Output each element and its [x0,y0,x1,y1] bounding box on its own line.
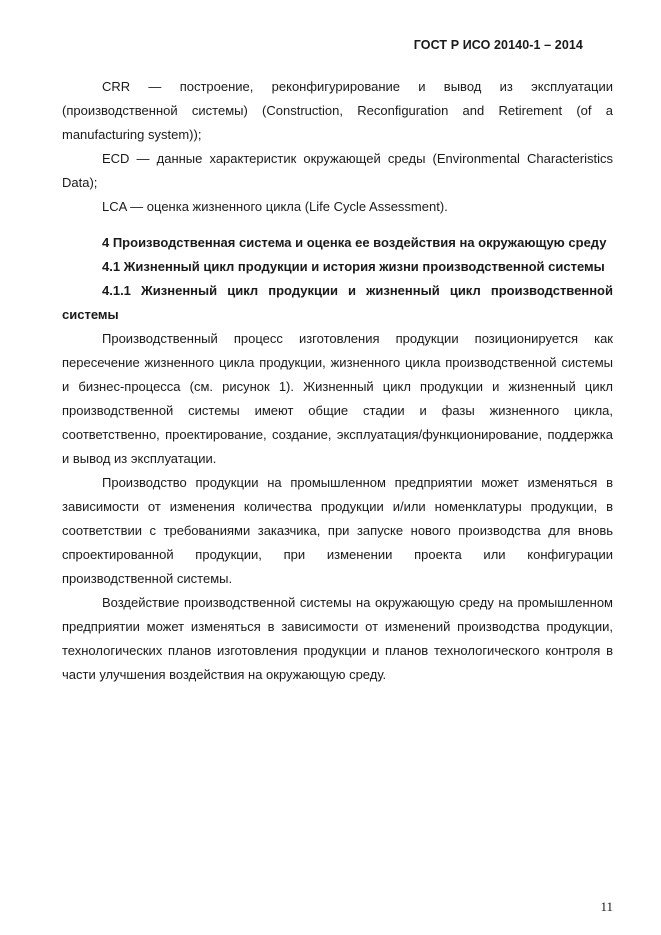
paragraph: Воздействие производственной системы на окружающую среду на промышленном предприятии может изменяться в зависимости от изменений производства продукции, технологических планов изготовления продукции и планов технологического контроля в части улучшения воздействия на окружающую среду. [62,595,613,682]
document-body [62,75,613,687]
abbreviation-crr: CRR — построение, реконфигурирование и вывод из эксплуатации (производственной системы) (Construction, Reconfiguration and Retirement (of a manufacturing system)); [62,79,613,142]
abbreviation-lca: LCA — оценка жизненного цикла (Life Cycle Assessment). [102,199,448,214]
paragraph: Производственный процесс изготовления продукции позиционируется как пересечение жизненного цикла продукции, жизненного цикла производственной системы и бизнес-процесса (см. рисунок 1). Жизненный цикл продукции и жизненный цикл производственной системы имеют общие стадии и фазы жизненного цикла, соответственно, проектирование, создание, эксплуатация/функционирование, поддержка и вывод из эксплуатации. [62,331,613,466]
document-header: ГОСТ Р ИСО 20140-1 – 2014 [413,38,583,52]
abbreviation-ecd: ECD — данные характеристик окружающей среды (Environmental Characteristics Data); [62,151,613,190]
section-4-1-heading: 4.1 Жизненный цикл продукции и история жизни производственной системы [102,259,605,274]
page-number: 11 [600,899,613,914]
section-4-heading: 4 Производственная система и оценка ее воздействия на окружающую среду [102,235,607,250]
paragraph: Производство продукции на промышленном предприятии может изменяться в зависимости от изменения количества продукции и/или номенклатуры продукции, в соответствии с требованиями заказчика, при запуске нового производства для вновь спроектированной продукции, при изменении проекта или конфигурации производственной системы. [62,475,613,586]
section-4-1-1-heading: 4.1.1 Жизненный цикл продукции и жизненный цикл производственной системы [62,283,613,322]
